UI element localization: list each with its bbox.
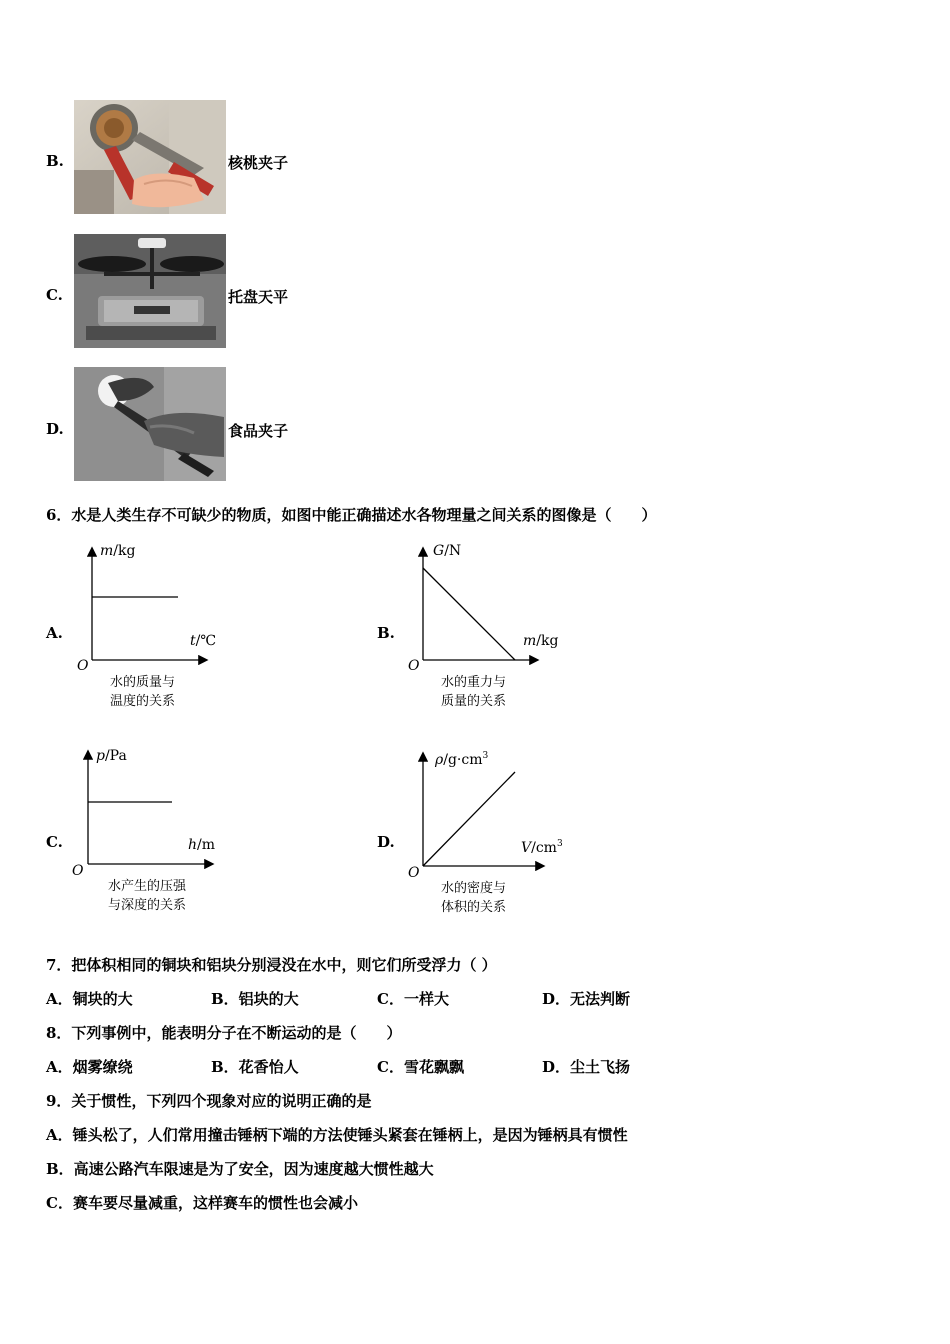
chart-d-ylabel: $\rho/g\cdot cm^3$ [435,751,489,768]
q7-option-b: B．铝块的大 [211,990,299,1008]
chart-b-caption-2: 质量的关系 [441,694,507,709]
chart-b-origin: O [408,658,420,674]
chart-d [397,742,582,922]
chart-c-origin: O [72,863,84,879]
chart-a-origin: O [77,658,89,674]
chart-d-origin: O [408,865,420,881]
question-8-stem: 8．下列事例中，能表明分子在不断运动的是（ ） [46,1024,402,1042]
chart-b-series-line [423,568,515,660]
chart-a-caption-2: 温度的关系 [110,694,176,709]
q8-option-b: B．花香怡人 [211,1058,299,1076]
q8-option-a: A．烟雾缭绕 [46,1058,133,1076]
option-caption: 食品夹子 [228,422,289,440]
chart-a-caption-1: 水的质量与 [110,675,176,690]
question-6-stem: 6．水是人类生存不可缺少的物质，如图中能正确描述水各物理量之间关系的图像是（ ） [46,506,657,524]
balance-scale-icon [74,234,226,348]
q8-option-c: C．雪花飘飘 [377,1058,464,1076]
question-9-stem: 9．关于惯性，下列四个现象对应的说明正确的是 [46,1092,372,1110]
q9-option-c: C．赛车要尽量减重，这样赛车的惯性也会减小 [46,1194,358,1212]
chart-b-ylabel: G/N [433,543,462,559]
chart-c [62,742,237,922]
chart-c-ylabel: p/Pa [96,748,127,764]
food-tongs-photo [74,367,226,481]
question-7-stem: 7．把体积相同的铜块和铝块分别浸没在水中，则它们所受浮力（ ） [46,956,497,974]
q7-option-d: D．无法判断 [542,990,631,1008]
q7-option-c: C．一样大 [377,990,449,1008]
chart-d-caption-1: 水的密度与 [441,881,507,896]
food-tongs-icon [74,367,226,481]
chart-c-letter: C. [46,833,63,851]
option-caption: 核桃夹子 [228,154,289,172]
q7-option-a: A．铜块的大 [46,990,133,1008]
chart-c-caption-2: 与深度的关系 [108,898,187,913]
chart-a [66,535,236,715]
chart-b-caption-1: 水的重力与 [441,675,507,690]
chart-b [397,535,577,715]
nutcracker-photo [74,100,226,214]
chart-d-series-line [423,772,515,866]
chart-a-xlabel: t/℃ [190,633,217,649]
chart-b-letter: B. [377,624,395,642]
balance-scale-photo [74,234,226,348]
option-letter: B. [46,152,64,170]
q9-option-b: B．高速公路汽车限速是为了安全，因为速度越大惯性越大 [46,1160,434,1178]
chart-a-letter: A. [46,624,63,642]
chart-c-caption-1: 水产生的压强 [108,879,187,894]
chart-d-letter: D. [377,833,395,851]
q9-option-a: A．锤头松了，人们常用撞击锤柄下端的方法使锤头紧套在锤柄上，是因为锤柄具有惯性 [46,1126,628,1144]
q8-option-d: D．尘土飞扬 [542,1058,631,1076]
chart-d-caption-2: 体积的关系 [441,900,507,915]
option-letter: C. [46,286,63,304]
chart-b-xlabel: m/kg [523,633,559,649]
option-caption: 托盘天平 [228,288,289,306]
option-letter: D. [46,420,64,438]
chart-a-ylabel: m/kg [100,543,136,559]
chart-d-xlabel: $V/cm^3$ [521,839,563,856]
chart-c-xlabel: h/m [188,837,216,853]
nutcracker-icon [74,100,226,214]
